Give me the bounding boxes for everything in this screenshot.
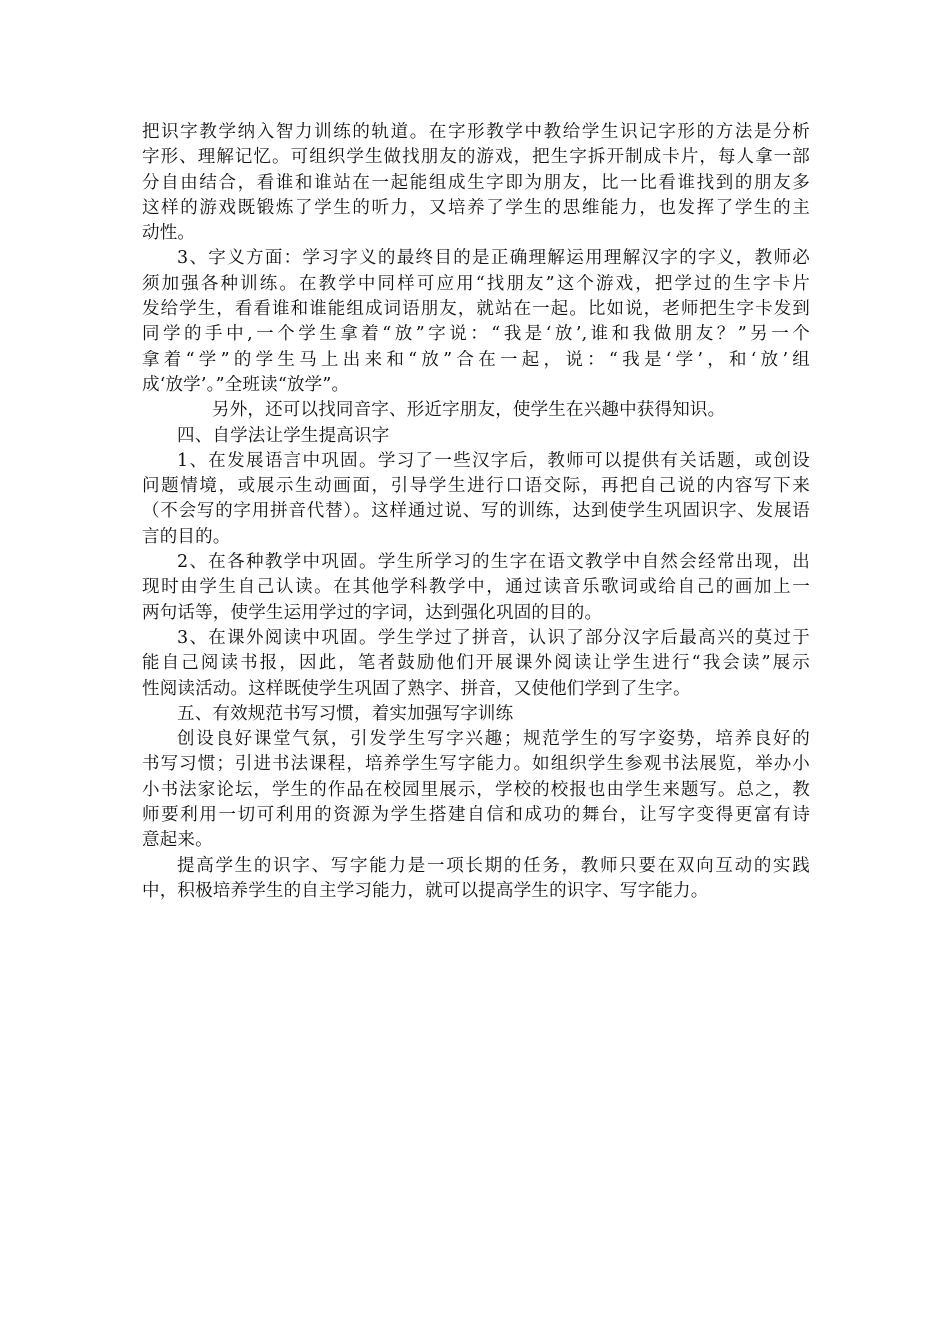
text-line: 两句话等，使学生运用学过的字词，达到强化巩固的目的。 [142,602,603,623]
section-heading [142,424,810,449]
paragraph [142,398,810,423]
text-line: （不会写的字用拼音代替）。这样通过说、写的训练，达到使学生巩固识字、发展语 [142,501,810,522]
text-line: 把识字教学纳入智力训练的轨道。在字形教学中教给学生识记字形的方法是分析 [142,122,810,142]
text-line: 提高学生的识字、写字能力是一项长期的任务，教师只要在双向互动的实践 [177,855,810,876]
text-line: 1、在发展语言中巩固。学习了一些汉字后，教师可以提供有关话题，或创设 [177,450,810,471]
section-heading [142,702,810,727]
text-line: 意起来。 [142,830,213,851]
paragraph [142,550,810,626]
paragraph [142,120,810,246]
text-line: 另外，还可以找同音字、形近字朋友，使学生在兴趣中获得知识。 [212,400,726,421]
text-line: 性阅读活动。这样既使学生巩固了熟字、拼音，又使他们学到了生字。 [142,678,691,699]
paragraph [142,626,810,702]
text-line: 成‘放学’。”全班读“放学”。 [142,374,350,395]
paragraph [142,246,810,398]
text-line: 拿着“学”的学生马上出来和“放”合在一起，说：“我是‘学’，和‘放’组 [142,349,810,370]
text-line: 中，积极培养学生的自主学习能力，就可以提高学生的识字、写字能力。 [142,880,709,901]
text-line: 动性。 [142,223,196,244]
text-line: 字形、理解记忆。可组织学生做找朋友的游戏，把生字拆开制成卡片，每人拿一部 [142,147,810,168]
paragraph [142,727,810,853]
text-line: 能自己阅读书报，因此，笔者鼓励他们开展课外阅读让学生进行“我会读”展示 [142,653,810,674]
text-line: 须加强各种训练。在教学中同样可应用“找朋友”这个游戏，把学过的生字卡片 [142,273,810,294]
text-line: 3、字义方面：学习字义的最终目的是正确理解运用理解汉字的字义，教师必 [177,248,810,269]
text-line: 3、在课外阅读中巩固。学生学过了拼音，认识了部分汉字后最高兴的莫过于 [177,627,810,648]
text-line: 书写习惯；引进书法课程，培养学生写字能力。如组织学生参观书法展览，举办小 [142,754,810,775]
text-line: 这样的游戏既锻炼了学生的听力，又培养了学生的思维能力，也发挥了学生的主 [142,197,810,218]
text-line: 创设良好课堂气氛，引发学生写字兴趣；规范学生的写字姿势，培养良好的 [177,729,810,750]
paragraph [142,854,810,905]
text-line: 四、自学法让学生提高识字 [177,425,390,446]
text-line: 五、有效规范书写习惯，着实加强写字训练 [177,703,514,724]
text-line: 同学的手中,一个学生拿着“放”字说：“我是‘放’,谁和我做朋友？”另一个 [142,324,810,345]
document-body [142,120,810,904]
text-line: 2、在各种教学中巩固。学生所学习的生字在语文教学中自然会经常出现，出 [177,552,810,573]
text-line: 小书法家论坛，学生的作品在校园里展示，学校的校报也由学生来题写。总之，教 [142,779,810,800]
text-line: 发给学生，看看谁和谁能组成词语朋友，就站在一起。比如说，老师把生字卡发到 [142,299,810,320]
text-line: 言的目的。 [142,526,231,547]
text-line: 现时由学生自己认读。在其他学科教学中，通过读音乐歌词或给自己的画加上一 [142,577,810,598]
text-line: 师要利用一切可利用的资源为学生搭建自信和成功的舞台，让写字变得更富有诗 [142,805,810,826]
text-line: 问题情境，或展示生动画面，引导学生进行口语交际，再把自己说的内容写下来 [142,476,810,497]
text-line: 分自由结合，看谁和谁站在一起能组成生字即为朋友，比一比看谁找到的朋友多 [142,172,810,193]
paragraph [142,449,810,550]
